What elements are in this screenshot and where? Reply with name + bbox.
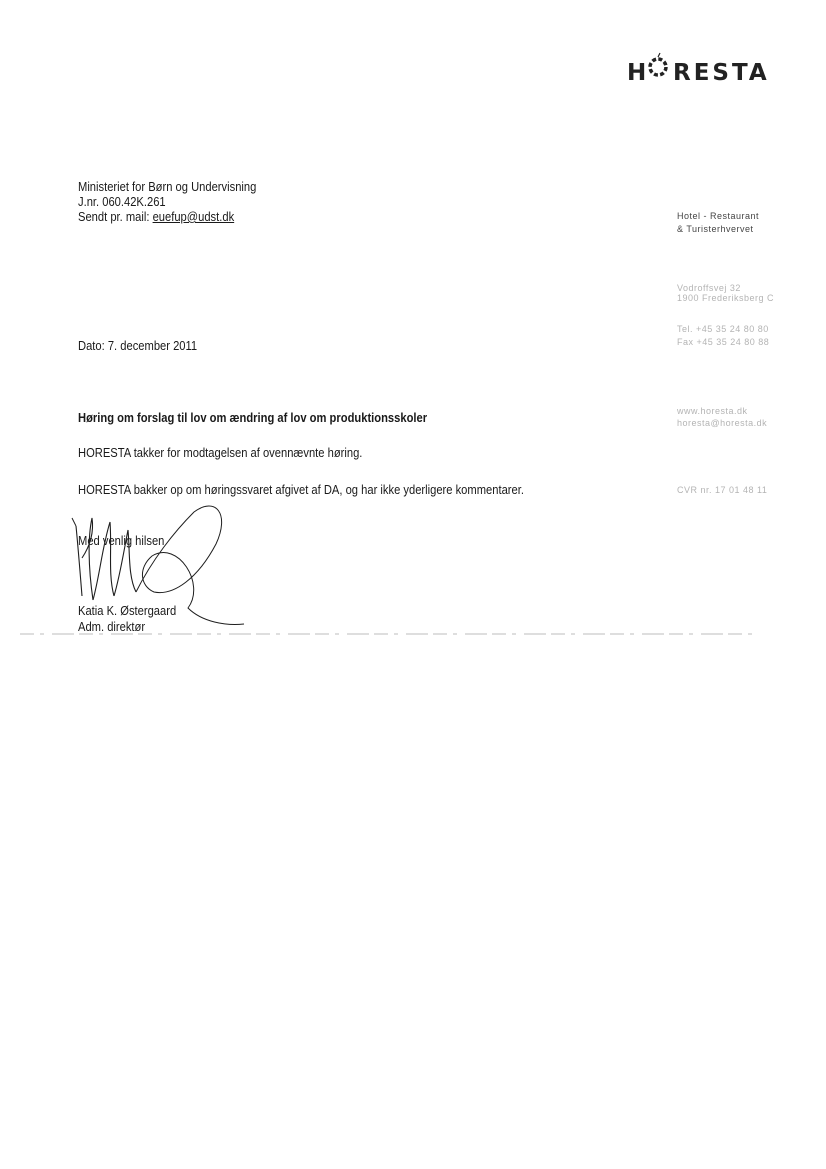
logo-ring-icon xyxy=(645,52,671,78)
body-paragraph-1: HORESTA takker for modtagelsen af ovennævnte høring. xyxy=(78,445,363,460)
sidebar-org-line1: Hotel - Restaurant xyxy=(677,211,760,221)
logo-letters-resta: RESTA xyxy=(673,60,770,86)
horesta-logo xyxy=(625,52,775,92)
signatory-title: Adm. direktør xyxy=(78,619,146,634)
sidebar-tel: Tel. +45 35 24 80 80 xyxy=(677,324,769,334)
closing-greeting: Med venlig hilsen xyxy=(78,533,165,548)
journal-number: J.nr. 060.42K.261 xyxy=(78,194,166,209)
signatory-name: Katia K. Østergaard xyxy=(78,603,177,618)
sent-by-mail-label: Sendt pr. mail: xyxy=(78,209,153,224)
sidebar-org-line2: & Turisterhvervet xyxy=(677,224,754,234)
sidebar-email: horesta@horesta.dk xyxy=(677,418,768,428)
page-divider-line xyxy=(0,633,760,635)
letter-date: Dato: 7. december 2011 xyxy=(78,338,198,353)
sidebar-cvr: CVR nr. 17 01 48 11 xyxy=(677,485,768,495)
recipient-ministry: Ministeriet for Børn og Undervisning xyxy=(78,179,257,194)
sidebar-city: 1900 Frederiksberg C xyxy=(677,293,775,303)
sent-by-mail-line xyxy=(78,209,256,224)
body-paragraph-2: HORESTA bakker op om høringssvaret afgivet af DA, og har ikke yderligere kommentarer. xyxy=(78,482,524,497)
sidebar-web: www.horesta.dk xyxy=(677,406,748,416)
sidebar-street: Vodroffsvej 32 xyxy=(677,283,741,293)
letter-subject: Høring om forslag til lov om ændring af lov om produktionsskoler xyxy=(78,410,428,425)
recipient-block xyxy=(78,179,256,224)
recipient-email-link[interactable]: euefup@udst.dk xyxy=(152,209,235,224)
handwritten-signature xyxy=(66,496,246,636)
sidebar-fax: Fax +45 35 24 80 88 xyxy=(677,337,770,347)
logo-letter-h: H xyxy=(627,60,650,86)
